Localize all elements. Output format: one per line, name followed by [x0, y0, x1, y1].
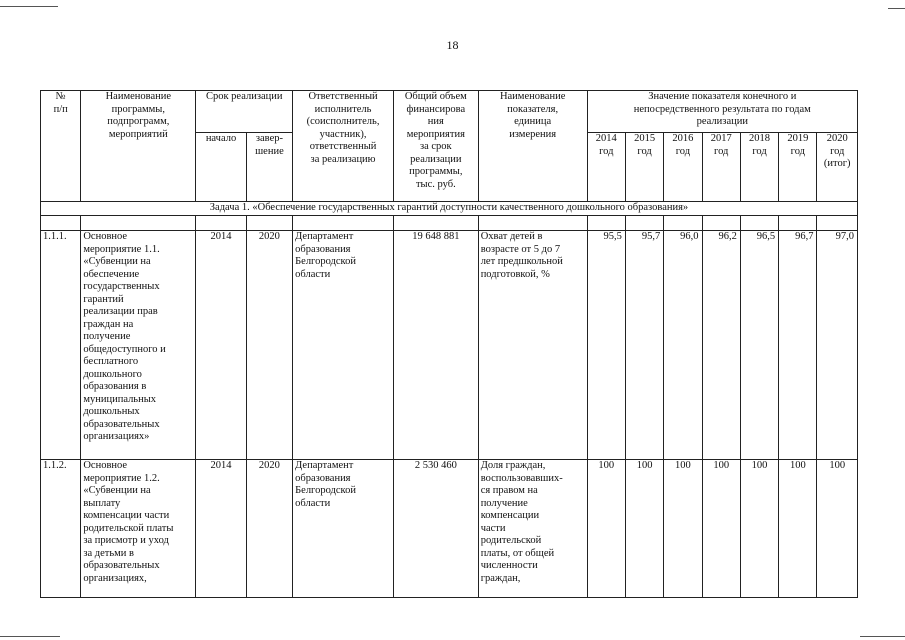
task-title: Задача 1. «Обеспечение государственных гарантий доступности качественного дошкольного образования» — [41, 202, 858, 216]
spacer-cell — [587, 216, 625, 231]
row-value: 96,0 — [664, 231, 702, 460]
spacer-cell — [196, 216, 246, 231]
spacer-cell — [41, 216, 81, 231]
spacer-cell — [664, 216, 702, 231]
header-responsible: Ответственный исполнитель (соисполнитель, участник), ответственный за реализацию — [293, 91, 394, 202]
spacer-cell — [779, 216, 817, 231]
spacer-cell — [817, 216, 858, 231]
row-value: 100 — [664, 460, 702, 598]
header-values: Значение показателя конечного и непосредственного результата по годам реализации — [587, 91, 857, 133]
spacer-cell — [246, 216, 292, 231]
spacer-cell — [393, 216, 478, 231]
row-value: 100 — [817, 460, 858, 598]
scan-artifact-bottom-left — [0, 636, 60, 637]
scan-artifact-bottom-right — [860, 636, 905, 637]
row-value: 96,2 — [702, 231, 740, 460]
row-value: 97,0 — [817, 231, 858, 460]
row-number: 1.1.2. — [41, 460, 81, 598]
spacer-cell — [625, 216, 663, 231]
scan-artifact-top-left — [0, 6, 58, 7]
row-value: 100 — [587, 460, 625, 598]
row-responsible: Департамент образования Белгородской области — [293, 460, 394, 598]
row-end: 2020 — [246, 460, 292, 598]
row-start: 2014 — [196, 460, 246, 598]
header-year: 2019 год — [779, 133, 817, 202]
row-indicator: Охват детей в возрасте от 5 до 7 лет предшкольной подготовкой, % — [478, 231, 587, 460]
row-name: Основное мероприятие 1.2. «Субвенции на выплату компенсации части родительской платы за присмотр и уход за детьми в образовательных организациях, — [81, 460, 196, 598]
row-funding: 19 648 881 — [393, 231, 478, 460]
spacer-cell — [293, 216, 394, 231]
row-value: 100 — [702, 460, 740, 598]
header-year: 2018 год — [740, 133, 778, 202]
row-responsible: Департамент образования Белгородской области — [293, 231, 394, 460]
table-row — [41, 231, 858, 460]
header-number: № п/п — [41, 91, 81, 202]
header-year: 2015 год — [625, 133, 663, 202]
header-year: 2016 год — [664, 133, 702, 202]
row-indicator: Доля граждан, воспользовавших- ся правом на получение компенсации части родительской платы, от общей численности граждан, — [478, 460, 587, 598]
header-start: начало — [196, 133, 246, 202]
spacer-cell — [81, 216, 196, 231]
row-value: 95,7 — [625, 231, 663, 460]
row-value: 100 — [740, 460, 778, 598]
page-number: 18 — [446, 38, 459, 52]
spacer-cell — [478, 216, 587, 231]
row-name: Основное мероприятие 1.1. «Субвенции на обеспечение государственных гарантий реализации прав граждан на получение общедоступного и бесплатного дошкольного образования в муниципальных дошкольных образовательных организациях» — [81, 231, 196, 460]
header-year: 2020 год (итог) — [817, 133, 858, 202]
row-value: 96,5 — [740, 231, 778, 460]
row-value: 100 — [625, 460, 663, 598]
scan-artifact-top-right — [888, 8, 905, 9]
program-table — [40, 90, 858, 598]
header-period: Срок реализации — [196, 91, 293, 133]
header-end: завер- шение — [246, 133, 292, 202]
row-value: 100 — [779, 460, 817, 598]
row-end: 2020 — [246, 231, 292, 460]
header-name: Наименование программы, подпрограмм, мероприятий — [81, 91, 196, 202]
header-year: 2017 год — [702, 133, 740, 202]
row-number: 1.1.1. — [41, 231, 81, 460]
row-start: 2014 — [196, 231, 246, 460]
header-year: 2014 год — [587, 133, 625, 202]
header-funding: Общий объем финансирова ния мероприятия за срок реализации программы, тыс. руб. — [393, 91, 478, 202]
table-row — [41, 460, 858, 598]
row-value: 96,7 — [779, 231, 817, 460]
row-value: 95,5 — [587, 231, 625, 460]
spacer-cell — [740, 216, 778, 231]
spacer-cell — [702, 216, 740, 231]
row-funding: 2 530 460 — [393, 460, 478, 598]
header-indicator: Наименование показателя, единица измерения — [478, 91, 587, 202]
